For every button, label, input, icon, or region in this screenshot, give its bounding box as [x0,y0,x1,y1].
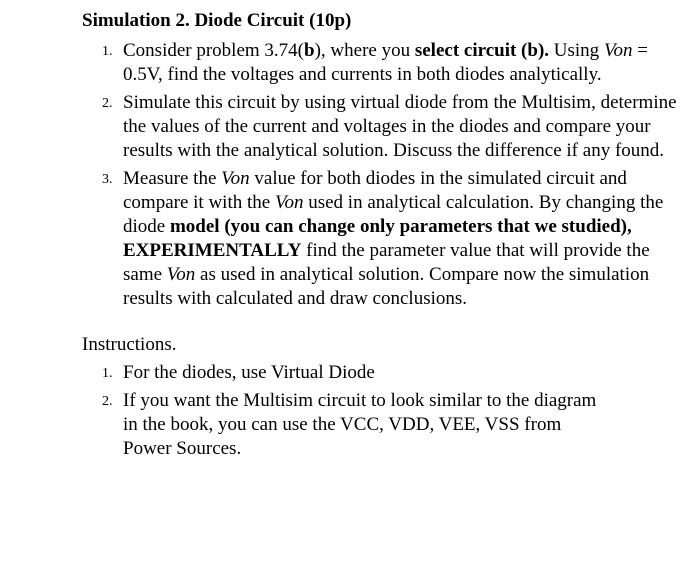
italic-run: Von [221,168,250,189]
instruction-item-1 [82,361,682,385]
page-title: Simulation 2. Diode Circuit (10p) [82,10,352,31]
task-item-3 [82,167,683,311]
item-number: 2. [102,96,113,111]
task-list [82,39,682,311]
text-run: Measure the [123,168,222,189]
italic-run: Von [274,192,304,213]
text-run: Using [549,40,604,61]
item-text: For the diodes, use Virtual Diode [123,362,375,383]
item-number: 1. [102,366,113,381]
item-text: If you want the Multisim circuit to look similar to the diagram in the book, you can use the VCC, VDD, VEE, VSS from Power Sources. [123,390,597,459]
item-text: Simulate this circuit by using virtual diode from the Multisim, determine the values of the current and voltages in the diodes and compare your results with the analytical solution. Discuss the difference if any found. [123,92,677,161]
task-item-2 [82,91,683,163]
text-run: Consider problem 3.74( [123,40,305,61]
instructions-heading: Instructions. [82,334,177,355]
instruction-item-2 [82,389,603,461]
text-run: as used in analytical solution. Compare now the simulation results with calculated and draw conclusions. [123,264,650,309]
item-number: 3. [102,172,113,187]
instructions-list [82,361,682,461]
italic-run: Von [603,40,633,61]
italic-run: Von [166,264,196,285]
item-text [123,168,663,309]
item-text [123,40,648,85]
bold-run: model (you can change only parameters that we studied), EXPERIMENTALLY [123,216,632,261]
text-run: find the parameter value that will provide the same [123,240,650,285]
text-run: value for both diodes in the simulated circuit and compare it with the [123,168,627,213]
task-item-1 [82,39,683,87]
text-run: used in analytical calculation. By changing the diode [123,192,664,237]
document [82,9,682,465]
text-run: ), where you [314,40,415,61]
item-number: 1. [102,44,113,59]
text-run: = 0.5V, find the voltages and currents in both diodes analytically. [123,40,648,85]
bold-run: select circuit (b). [414,40,550,61]
bold-run: b [304,40,315,61]
item-number: 2. [102,394,113,409]
